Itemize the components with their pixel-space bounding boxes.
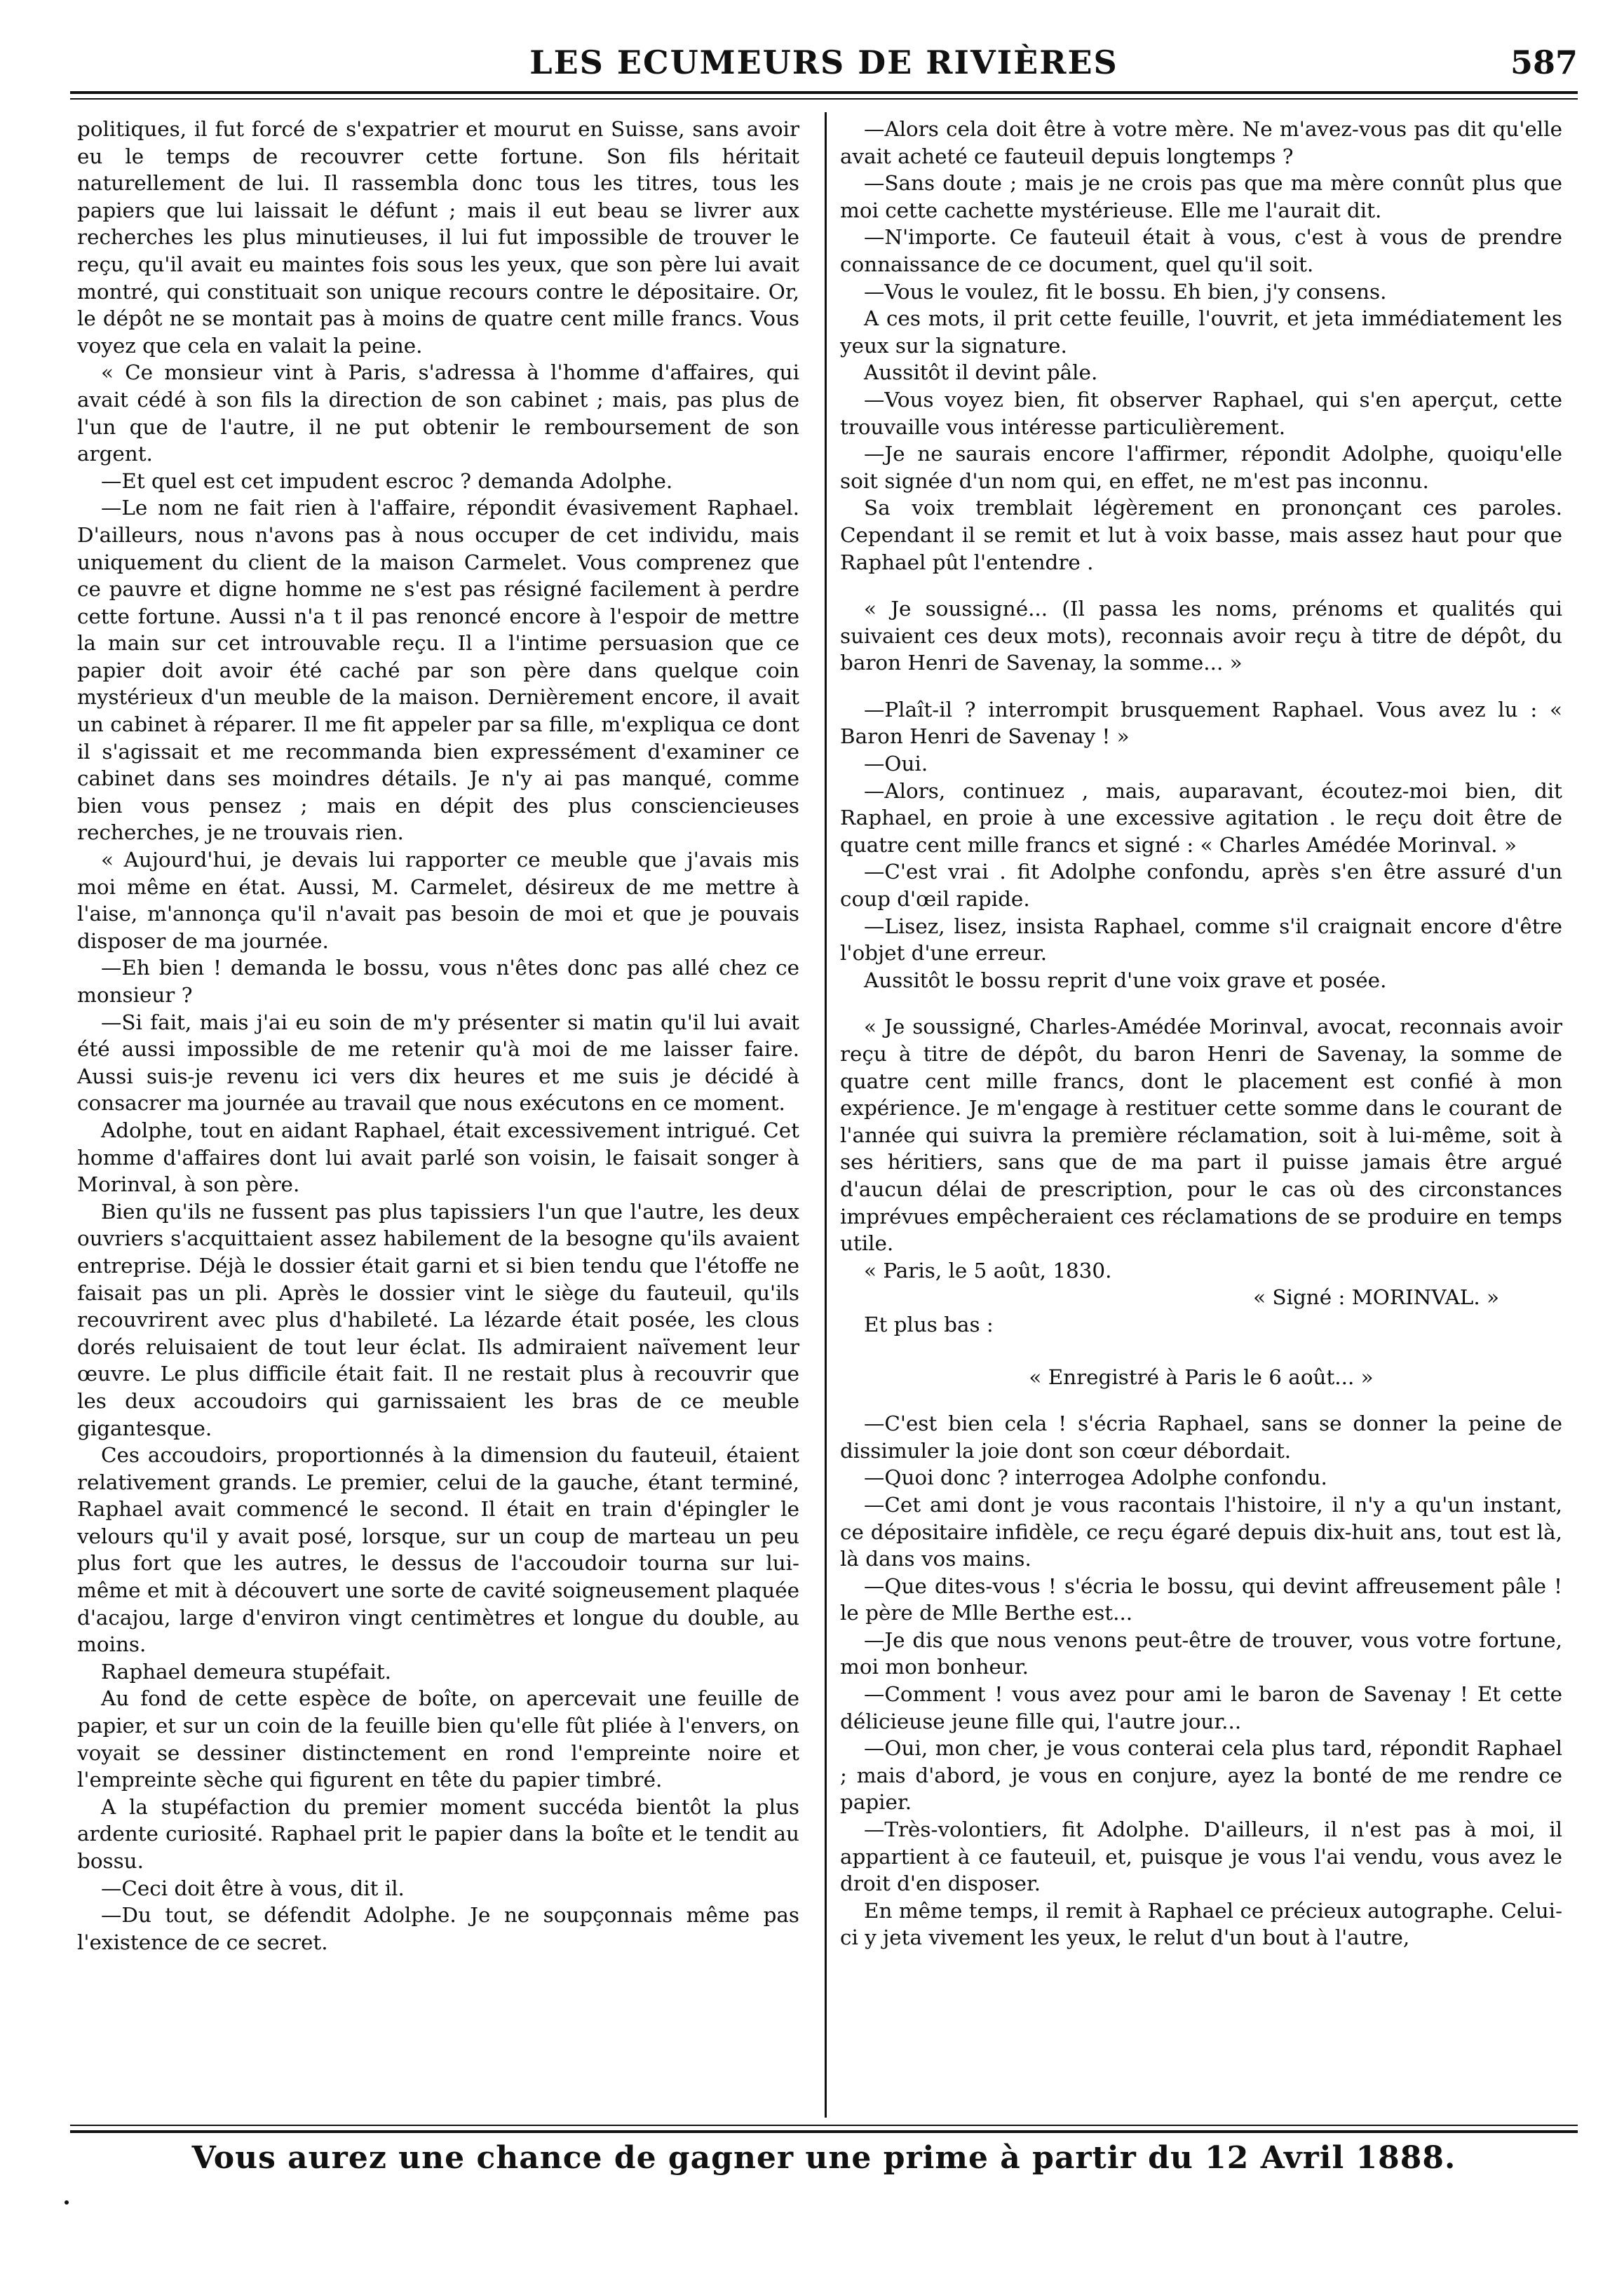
left-paragraph: Bien qu'ils ne fussent pas plus tapissiers l'un que l'autre, les deux ouvriers s'acquittaient assez habilement de la besogne qu'ils avaient entreprise. Déjà le dossier était garni et si bien tendu que l'étoffe ne faisait pas un pli. Après le dossier vint le siège du fauteuil, qu'ils recouvrirent avec plus d'habileté. La lézarde était posée, les clous dorés reluisaient de tout leur éclat. Ils admiraient naïvement leur œuvre. Le plus difficile était fait. Il ne restait plus à recouvrir que les deux accoudoirs qui garnissaient les bras de ce meuble gigantesque. <box>77 1199 799 1440</box>
right-paragraph: —N'importe. Ce fauteuil était à vous, c'est à vous de prendre connaissance de ce document, quel qu'il soit. <box>840 225 1562 276</box>
left-paragraph: Au fond de cette espèce de boîte, on apercevait une feuille de papier, et sur un coin de la feuille bien qu'elle fût pliée à l'envers, on voyait se dessiner distinctement en rond l'empreinte noire et l'empreinte sèche qui figurent en tête du papier timbré. <box>77 1686 799 1792</box>
right-paragraph: « Enregistré à Paris le 6 août... » <box>1029 1365 1374 1389</box>
footer-rule-thin <box>70 2125 1578 2126</box>
right-paragraph: —Vous le voulez, fit le bossu. Eh bien, j'y consens. <box>864 279 1387 304</box>
left-paragraph: politiques, il fut forcé de s'expatrier et mourut en Suisse, sans avoir eu le temps de recouvrer cette fortune. Son fils héritait naturellement de lui. Il rassembla donc tous les titres, tous les papiers que lui laissait le défunt ; mais il eut beau se livrer aux recherches les plus minutieuses, il lui fut impossible de trouver le reçu, qu'il avait eu maintes fois sous les yeux, que son père lui avait montré, qui constituait son unique recours contre le dépositaire. Or, le dépôt ne se montait pas à moins de quatre cent mille francs. Vous voyez que cela en valait la peine. <box>77 117 799 358</box>
right-paragraph: —Alors, continuez , mais, auparavant, écoutez-moi bien, dit Raphael, en proie à une excessive agitation . le reçu doit être de quatre cent mille francs et signé : « Charles Amédée Morinval. » <box>840 778 1562 857</box>
right-paragraph: —Je ne saurais encore l'affirmer, répondit Adolphe, quoiqu'elle soit signée d'un nom qui, en effet, ne m'est pas inconnu. <box>840 442 1562 493</box>
left-paragraph: Ces accoudoirs, proportionnés à la dimension du fauteuil, étaient relativement grands. Le premier, celui de la gauche, étant terminé, Raphael avait commencé le second. Il était en train d'épingler le velours qu'il y avait posé, lorsque, sur un coup de marteau un peu plus fort que les autres, le dessus de l'accoudoir tourna sur lui-même et mit à découvert une sorte de cavité soigneusement plaquée d'acajou, large d'environ vingt centimètres et longue du double, au moins. <box>77 1443 799 1657</box>
left-paragraph: —Ceci doit être à vous, dit il. <box>101 1876 405 1900</box>
right-paragraph: A ces mots, il prit cette feuille, l'ouvrit, et jeta immédiatement les yeux sur la signature. <box>840 306 1562 358</box>
header-rule-thin <box>70 98 1578 100</box>
left-paragraph: —Et quel est cet impudent escroc ? demanda Adolphe. <box>101 468 673 493</box>
page-header <box>70 43 1578 107</box>
right-paragraph: —Alors cela doit être à votre mère. Ne m'avez-vous pas dit qu'elle avait acheté ce fauteuil depuis longtemps ? <box>840 117 1562 168</box>
left-paragraph: « Aujourd'hui, je devais lui rapporter ce meuble que j'avais mis moi même en état. Aussi, M. Carmelet, désireux de me mettre à l'aise, m'annonça qu'il n'avait pas besoin de moi et que je pouvais disposer de ma journée. <box>77 848 799 953</box>
left-paragraph: —Le nom ne fait rien à l'affaire, répondit évasivement Raphael. D'ailleurs, nous n'avons pas à nous occuper de cet individu, mais uniquement du client de la maison Carmelet. Vous comprenez que ce pauvre et digne homme ne s'est pas résigné facilement à perdre cette fortune. Aussi n'a t il pas renoncé encore à l'espoir de mettre la main sur cet introuvable reçu. Il a l'intime persuasion que ce papier doit avoir été caché par son père dans quelque coin mystérieux d'un meuble de la maison. Dernièrement encore, il avait un cabinet à réparer. Il me fit appeler par sa fille, m'expliqua ce dont il s'agissait et me recommanda bien expressément d'examiner ce cabinet dans ses moindres détails. Je n'y ai pas manqué, comme bien vous pensez ; mais en dépit des plus consciencieuses recherches, je ne trouvais rien. <box>77 496 799 845</box>
right-column <box>840 116 1562 1951</box>
right-paragraph: —Cet ami dont je vous racontais l'histoire, il n'y a qu'un instant, ce dépositaire infidèle, ce reçu égaré depuis dix-huit ans, tout est là, là dans vos mains. <box>840 1492 1562 1571</box>
right-paragraph: « Signé : MORINVAL. » <box>1253 1285 1499 1310</box>
right-paragraph: —Que dites-vous ! s'écria le bossu, qui devint affreusement pâle ! le père de Mlle Berthe est... <box>840 1573 1562 1625</box>
left-paragraph: —Si fait, mais j'ai eu soin de m'y présenter si matin qu'il lui avait été aussi impossible de me retenir qu'à moi de me laisser faire. Aussi suis-je revenu ici vers dix heures et me suis je décidé à consacrer ma journée au travail que nous exécutons en ce moment. <box>77 1010 799 1116</box>
running-title: LES ECUMEURS DE RIVIÈRES <box>529 43 1118 81</box>
right-paragraph: —Comment ! vous avez pour ami le baron de Savenay ! Et cette délicieuse jeune fille qui, l'autre jour... <box>840 1682 1562 1733</box>
right-paragraph: —Très-volontiers, fit Adolphe. D'ailleurs, il n'est pas à moi, il appartient à ce fauteuil, et, puisque je vous l'ai vendu, vous avez le droit d'en disposer. <box>840 1817 1562 1896</box>
right-paragraph: Et plus bas : <box>864 1312 994 1336</box>
left-column <box>77 116 799 1956</box>
footer-banner: Vous aurez une chance de gagner une prime à partir du 12 Avril 1888. <box>191 2140 1456 2176</box>
right-paragraph: Aussitôt il devint pâle. <box>864 360 1098 385</box>
column-divider <box>825 112 827 2118</box>
right-paragraph: En même temps, il remit à Raphael ce précieux autographe. Celui-ci y jeta vivement les yeux, le relut d'un bout à l'autre, <box>840 1898 1562 1950</box>
left-paragraph: —Du tout, se défendit Adolphe. Je ne soupçonnais même pas l'existence de ce secret. <box>77 1903 799 1954</box>
header-rule-thick <box>70 91 1578 94</box>
right-paragraph: —Vous voyez bien, fit observer Raphael, qui s'en aperçut, cette trouvaille vous intéresse particulièrement. <box>840 387 1562 439</box>
left-paragraph: Adolphe, tout en aidant Raphael, était excessivement intrigué. Cet homme d'affaires dont lui avait parlé son voisin, le faisait songer à Morinval, à son père. <box>77 1118 799 1197</box>
right-paragraph: —Plaît-il ? interrompit brusquement Raphael. Vous avez lu : « Baron Henri de Savenay ! » <box>840 697 1562 749</box>
left-paragraph: —Eh bien ! demanda le bossu, vous n'êtes donc pas allé chez ce monsieur ? <box>77 956 799 1007</box>
right-paragraph: « Je soussigné... (Il passa les noms, prénoms et qualités qui suivaient ces deux mots), reconnais avoir reçu à titre de dépôt, du baron Henri de Savenay, la somme... » <box>840 597 1562 675</box>
right-paragraph: —C'est vrai . fit Adolphe confondu, après s'en être assuré d'un coup d'œil rapide. <box>840 860 1562 912</box>
page-number: 587 <box>1510 43 1578 81</box>
right-paragraph: —Oui. <box>864 752 928 776</box>
right-paragraph: Aussitôt le bossu reprit d'une voix grave et posée. <box>864 968 1387 992</box>
right-paragraph: Sa voix tremblait légèrement en prononçant ces paroles. Cependant il se remit et lut à voix basse, mais assez haut pour que Raphael pût l'entendre . <box>840 496 1562 574</box>
right-paragraph: —C'est bien cela ! s'écria Raphael, sans se donner la peine de dissimuler la joie dont son cœur débordait. <box>840 1412 1562 1463</box>
ink-speck <box>65 2200 69 2205</box>
right-paragraph: —Oui, mon cher, je vous conterai cela plus tard, répondit Raphael ; mais d'abord, je vous en conjure, ayez la bonté de me rendre ce papier. <box>840 1736 1562 1815</box>
footer-rule-thick <box>70 2130 1578 2133</box>
right-paragraph: —Je dis que nous venons peut-être de trouver, vous votre fortune, moi mon bonheur. <box>840 1627 1562 1679</box>
left-paragraph: Raphael demeura stupéfait. <box>101 1659 392 1684</box>
right-paragraph: « Je soussigné, Charles-Amédée Morinval, avocat, reconnais avoir reçu à titre de dépôt, du baron Henri de Savenay, la somme de quatre cent mille francs, dont le placement est confié à mon expérience. Je m'engage à restituer cette somme dans le courant de l'année qui suivra la première réclamation, soit à lui-même, soit à ses héritiers, sans que de ma part il puisse jamais être argué d'aucun délai de prescription, pour le cas où des circonstances imprévues empêcheraient ces réclamations de se produire en temps utile. <box>840 1015 1562 1256</box>
left-paragraph: « Ce monsieur vint à Paris, s'adressa à l'homme d'affaires, qui avait cédé à son fils la direction de son cabinet ; mais, pas plus de l'un que de l'autre, il ne put obtenir le remboursement de son argent. <box>77 360 799 466</box>
right-paragraph: —Lisez, lisez, insista Raphael, comme s'il craignait encore d'être l'objet d'une erreur. <box>840 914 1562 966</box>
right-paragraph: « Paris, le 5 août, 1830. <box>864 1258 1112 1282</box>
right-paragraph: —Quoi donc ? interrogea Adolphe confondu. <box>864 1465 1327 1490</box>
left-paragraph: A la stupéfaction du premier moment succéda bientôt la plus ardente curiosité. Raphael prit le papier dans la boîte et le tendit au bossu. <box>77 1794 799 1873</box>
right-paragraph: —Sans doute ; mais je ne crois pas que ma mère connût plus que moi cette cachette mystérieuse. Elle me l'aurait dit. <box>840 171 1562 222</box>
